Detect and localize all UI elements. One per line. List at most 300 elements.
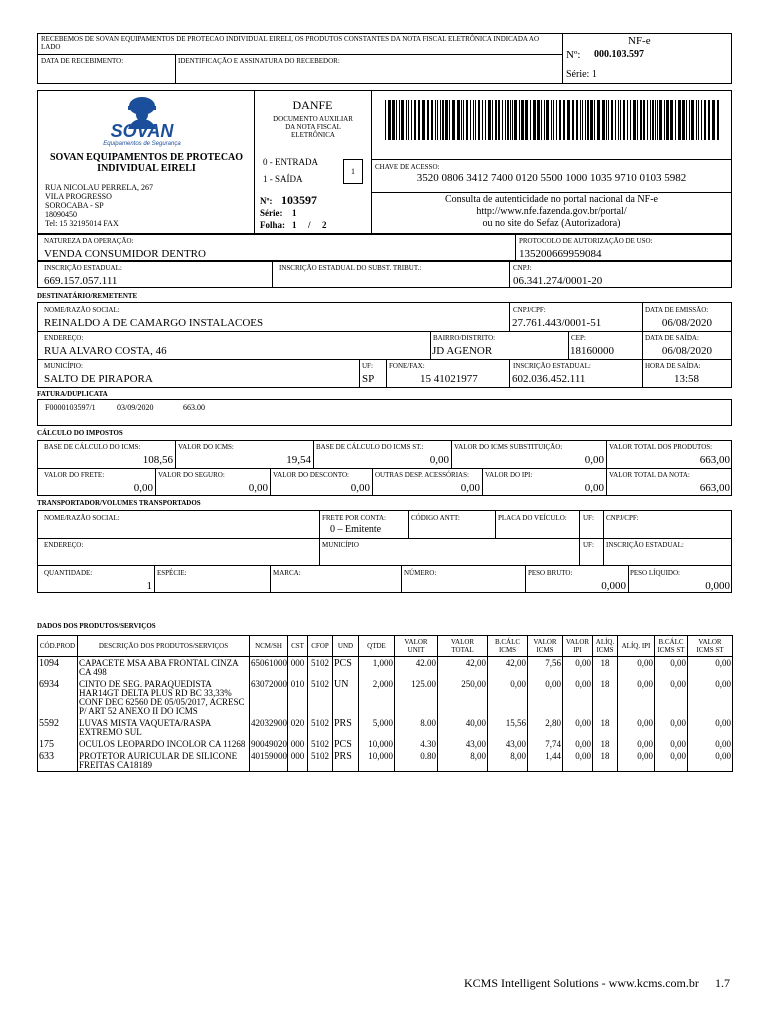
barcode-bar: [530, 100, 531, 140]
cell-code: 175: [38, 738, 78, 750]
barcode-image: [383, 100, 723, 140]
cnpj-label: CNPJ:: [513, 264, 532, 272]
barcode-bar: [682, 100, 685, 140]
ie-st-label: INSCRIÇÃO ESTADUAL DO SUBST. TRIBUT.:: [279, 264, 422, 272]
barcode-bar: [521, 100, 524, 140]
cell-cfop: 5102: [308, 678, 333, 717]
tax-label: BASE DE CÁLCULO DO ICMS ST.:: [316, 443, 424, 451]
tax-label: VALOR TOTAL DOS PRODUTOS:: [609, 443, 713, 451]
tax-label: VALOR DO FRETE:: [44, 471, 105, 479]
issuer-address-line: VILA PROGRESSO: [45, 192, 112, 201]
barcode-bar: [411, 100, 412, 140]
emission-date: 06/08/2020: [661, 317, 712, 329]
barcode-bar: [482, 100, 483, 140]
barcode-bar: [611, 100, 613, 140]
cell-ipi: 0,00: [563, 657, 593, 679]
products-header-row: [38, 636, 733, 657]
danfe-number: 103597: [281, 193, 317, 207]
barcode-bar: [546, 100, 549, 140]
tax-value: 663,00: [699, 482, 730, 494]
sovan-logo: [92, 95, 192, 151]
barcode-bar: [623, 100, 625, 140]
cell-icms: 7,74: [528, 738, 563, 750]
cell-code: 633: [38, 750, 78, 772]
danfe-series-label: Série:: [260, 208, 283, 218]
barcode-bar: [478, 100, 480, 140]
taxes-section-title: CÁLCULO DO IMPOSTOS: [37, 429, 123, 437]
recipient-name-label: NOME/RAZÃO SOCIAL:: [44, 306, 120, 314]
recipient-name: REINALDO A DE CAMARGO INSTALACOES: [44, 317, 264, 329]
cell-cst: 020: [288, 717, 308, 738]
barcode-bar: [717, 100, 719, 140]
danfe-page: 1: [292, 220, 297, 230]
cell-aliq-icms: 18: [593, 678, 618, 717]
access-key: 3520 0806 3412 7400 0120 5500 1000 1035 9710 0103 5982: [416, 172, 687, 184]
receipt-number-label: Nº:: [566, 49, 581, 61]
freight-label: FRETE POR CONTA:: [322, 514, 387, 522]
cell-ipi: 0,00: [563, 717, 593, 738]
barcode-bar: [559, 100, 561, 140]
cell-aliq-ipi: 0,00: [618, 678, 655, 717]
column-header: ALÍQ. ICMS: [593, 636, 618, 657]
cell-qty: 2,000: [359, 678, 395, 717]
cell-desc: PROTETOR AURICULAR DE SILICONE FREITAS CA18189: [78, 750, 250, 772]
cell-bc: 8,00: [488, 750, 528, 772]
cell-unit: 8.00: [395, 717, 438, 738]
carrier-ie-label: INSCRIÇÃO ESTADUAL:: [606, 541, 684, 549]
tax-value: 0,00: [429, 454, 449, 466]
cell-icms-st: 0,00: [688, 657, 733, 679]
city-value: SALTO DE PIRAPORA: [44, 373, 153, 385]
cell-icms: 1,44: [528, 750, 563, 772]
tax-label: VALOR DO DESCONTO:: [273, 471, 349, 479]
carrier-city-label: MUNICÍPIO: [322, 541, 359, 549]
receipt-statement: RECEBEMOS DE SOVAN EQUIPAMENTOS DE PROTECAO INDIVIDUAL EIRELI, OS PRODUTOS CONSTANTES DA NOTA FISCAL ELETRÔNICA INDICADA AO LADO: [41, 35, 540, 51]
barcode-bar: [470, 100, 471, 140]
cell-cfop: 5102: [308, 657, 333, 679]
barcode-bar: [637, 100, 638, 140]
receipt-signature-label: IDENTIFICAÇÃO E ASSINATURA DO RECEBEDOR:: [178, 57, 340, 65]
cell-ncm: 42032900: [250, 717, 288, 738]
cell-unit: 0.80: [395, 750, 438, 772]
barcode-bar: [392, 100, 395, 140]
cell-total: 42,00: [438, 657, 488, 679]
barcode-bar: [514, 100, 517, 140]
exit-date-label: DATA DE SAÍDA:: [645, 334, 699, 342]
barcode-bar: [466, 100, 468, 140]
cell-total: 40,00: [438, 717, 488, 738]
carrier-address-label: ENDEREÇO:: [44, 541, 84, 549]
cell-desc: OCULOS LEOPARDO INCOLOR CA 11268: [78, 738, 250, 750]
phone-label: FONE/FAX:: [389, 362, 425, 370]
issuer-address-line: Tel: 15 32195014 FAX: [45, 219, 119, 228]
net-weight-label: PESO LÍQUIDO:: [630, 569, 680, 577]
cell-cst: 000: [288, 750, 308, 772]
barcode-bar: [544, 100, 545, 140]
cell-unit: 42.00: [395, 657, 438, 679]
barcode-bar: [485, 100, 486, 140]
exit-date: 06/08/2020: [661, 345, 712, 357]
cell-cfop: 5102: [308, 717, 333, 738]
barcode-bar: [437, 100, 438, 140]
volume-number-label: NÚMERO:: [404, 569, 437, 577]
barcode-bar: [418, 100, 420, 140]
danfe-number-label: Nº:: [260, 196, 273, 206]
barcode-bar: [643, 100, 645, 140]
barcode-bar: [541, 100, 542, 140]
cell-icms-st: 0,00: [688, 738, 733, 750]
barcode-bar: [615, 100, 616, 140]
barcode-bar: [461, 100, 462, 140]
barcode-bar: [510, 100, 511, 140]
barcode-bar: [551, 100, 552, 140]
barcode-bar: [630, 100, 631, 140]
logo-tagline: Equipamentos de Segurança: [103, 141, 181, 147]
receipt-series: Série: 1: [566, 69, 597, 80]
recipient-address-label: ENDEREÇO:: [44, 334, 84, 342]
barcode-bar: [431, 100, 433, 140]
barcode-bar: [537, 100, 540, 140]
tax-value: 0,00: [248, 482, 268, 494]
barcode-bar: [701, 100, 702, 140]
cell-bc: 43,00: [488, 738, 528, 750]
protocol-label: PROTOCOLO DE AUTORIZAÇÃO DE USO:: [519, 237, 653, 245]
tax-value: 0,00: [584, 454, 604, 466]
tax-value: 0,00: [460, 482, 480, 494]
products-section-title: DADOS DOS PRODUTOS/SERVIÇOS: [37, 622, 156, 630]
cell-qty: 1,000: [359, 657, 395, 679]
barcode-bar: [401, 100, 404, 140]
barcode-bar: [492, 100, 493, 140]
barcode-bar: [597, 100, 600, 140]
footer-text[interactable]: KCMS Intelligent Solutions - www.kcms.com.br: [464, 976, 699, 990]
cell-desc: LUVAS MISTA VAQUETA/RASPA EXTREMO SUL: [78, 717, 250, 738]
tax-label: VALOR DO IPI:: [485, 471, 533, 479]
tax-value: 19,54: [286, 454, 311, 466]
column-header: B.CÁLC ICMS: [488, 636, 528, 657]
cell-cst: 010: [288, 678, 308, 717]
cell-bc-st: 0,00: [655, 657, 688, 679]
column-header: CST: [288, 636, 308, 657]
barcode-bar: [633, 100, 636, 140]
carrier-uf-label: UF:: [583, 514, 594, 522]
cell-und: PRS: [333, 750, 359, 772]
barcode-bar: [473, 100, 474, 140]
barcode-bar: [553, 100, 554, 140]
tax-value: 108,56: [142, 454, 173, 466]
barcode-bar: [556, 100, 557, 140]
logo-text: SOVAN: [110, 121, 174, 141]
recipient-cnpj: 27.761.443/0001-51: [512, 317, 602, 329]
danfe-pages: 2: [322, 220, 327, 230]
cell-cst: 000: [288, 738, 308, 750]
issuer-address-line: SOROCABA - SP: [45, 201, 104, 210]
column-header: VALOR IPI: [563, 636, 593, 657]
barcode-bar: [659, 100, 662, 140]
cell-bc-st: 0,00: [655, 678, 688, 717]
cell-qty: 5,000: [359, 717, 395, 738]
barcode-bar: [670, 100, 673, 140]
column-header: CFOP: [308, 636, 333, 657]
barcode-bar: [576, 100, 578, 140]
tax-label: OUTRAS DESP. ACESSÓRIAS:: [375, 471, 469, 479]
column-header: UND: [333, 636, 359, 657]
recipient-cnpj-label: CNPJ/CPF:: [513, 306, 546, 314]
brand-label: MARCA:: [273, 569, 301, 577]
cell-aliq-icms: 18: [593, 657, 618, 679]
recipient-section-title: DESTINATÁRIO/REMETENTE: [37, 292, 138, 300]
danfe-title: DANFE: [292, 98, 333, 112]
barcode-bar: [457, 100, 460, 140]
barcode-bar: [606, 100, 607, 140]
danfe-type-value: 1: [351, 167, 355, 176]
barcode-bar: [507, 100, 509, 140]
danfe-subtitle: DOCUMENTO AUXILIAR DA NOTA FISCAL ELETRÔNICA: [273, 115, 353, 139]
barcode-bar: [580, 100, 581, 140]
barcode-bar: [655, 100, 656, 140]
barcode-bar: [449, 100, 450, 140]
tax-label: VALOR DO ICMS SUBSTITUIÇÃO:: [454, 443, 563, 451]
net-weight-value: 0,000: [705, 580, 730, 592]
plate-label: PLACA DO VEÍCULO:: [498, 514, 567, 522]
barcode-bar: [495, 100, 497, 140]
table-row: [38, 738, 733, 750]
column-header: DESCRIÇÃO DOS PRODUTOS/SERVIÇOS: [78, 636, 250, 657]
barcode-bar: [442, 100, 444, 140]
cell-bc: 0,00: [488, 678, 528, 717]
cell-aliq-ipi: 0,00: [618, 750, 655, 772]
products-table: [37, 635, 733, 772]
barcode-bar: [704, 100, 706, 140]
barcode-bar: [572, 100, 574, 140]
barcode-bar: [712, 100, 715, 140]
barcode-bar: [698, 100, 699, 140]
barcode-bar: [502, 100, 503, 140]
barcode-bar: [427, 100, 429, 140]
cell-ncm: 40159000: [250, 750, 288, 772]
tax-value: 0,00: [350, 482, 370, 494]
barcode-bar: [585, 100, 586, 140]
receipt-number: 000.103.597: [594, 49, 644, 60]
barcode-bar: [525, 100, 528, 140]
issuer-address-line: 18090450: [45, 210, 77, 219]
cell-aliq-ipi: 0,00: [618, 717, 655, 738]
access-key-label: CHAVE DE ACESSO:: [375, 163, 440, 171]
tax-value: 0,00: [584, 482, 604, 494]
consult-line-2[interactable]: http://www.nfe.fazenda.gov.br/portal/: [476, 206, 627, 217]
tax-label: VALOR DO ICMS:: [178, 443, 234, 451]
column-header: NCM/SH: [250, 636, 288, 657]
transport-section-title: TRANSPORTADOR/VOLUMES TRANSPORTADOS: [37, 499, 201, 507]
district-label: BAIRRO/DISTRITO:: [433, 334, 496, 342]
species-label: ESPÉCIE:: [157, 569, 187, 577]
table-row: [38, 657, 733, 679]
cell-aliq-icms: 18: [593, 738, 618, 750]
cell-und: PRS: [333, 717, 359, 738]
column-header: VALOR TOTAL: [438, 636, 488, 657]
barcode-bar: [385, 100, 386, 140]
column-header: ALÍQ. IPI: [618, 636, 655, 657]
barcode-bar: [618, 100, 619, 140]
barcode-bar: [435, 100, 436, 140]
barcode-bar: [587, 100, 589, 140]
barcode-bar: [445, 100, 448, 140]
carrier-cnpj-label: CNPJ/CPF:: [606, 514, 639, 522]
barcode-bar: [563, 100, 565, 140]
cell-unit: 4.30: [395, 738, 438, 750]
invoice-amount: 663.00: [183, 403, 205, 412]
barcode-bar: [627, 100, 628, 140]
table-row: [38, 678, 733, 717]
cell-icms: 0,00: [528, 678, 563, 717]
district-value: JD AGENOR: [432, 345, 493, 357]
table-row: [38, 717, 733, 738]
consult-line-1: Consulta de autenticidade no portal nacional da NF-e: [445, 194, 658, 205]
table-row: [38, 750, 733, 772]
emission-label: DATA DE EMISSÃO:: [645, 306, 709, 314]
barcode-bar: [691, 100, 694, 140]
ie-label: INSCRIÇÃO ESTADUAL:: [44, 264, 122, 272]
cell-icms-st: 0,00: [688, 678, 733, 717]
cell-total: 250,00: [438, 678, 488, 717]
barcode-bar: [696, 100, 697, 140]
barcode-bar: [675, 100, 676, 140]
barcode-bar: [406, 100, 407, 140]
uf-label: UF:: [362, 362, 373, 370]
cep-value: 18160000: [570, 345, 614, 357]
cell-code: 6934: [38, 678, 78, 717]
nature-value: VENDA CONSUMIDOR DENTRO: [44, 248, 206, 260]
barcode-bar: [475, 100, 476, 140]
barcode-bar: [664, 100, 665, 140]
cell-bc-st: 0,00: [655, 717, 688, 738]
invoice-number: F0000103597/1: [45, 403, 96, 412]
column-header: VALOR ICMS: [528, 636, 563, 657]
barcode-bar: [590, 100, 593, 140]
column-header: B.CÁLC ICMS ST: [655, 636, 688, 657]
cell-aliq-ipi: 0,00: [618, 738, 655, 750]
column-header: VALOR UNIT: [395, 636, 438, 657]
cell-total: 8,00: [438, 750, 488, 772]
barcode-bar: [689, 100, 690, 140]
cnpj-value: 06.341.274/0001-20: [513, 275, 603, 287]
barcode-bar: [567, 100, 570, 140]
protocol-value: 135200669959084: [519, 248, 602, 260]
danfe-page-label: Folha:: [260, 220, 286, 230]
footer-version: 1.7: [715, 976, 730, 990]
tax-value: 663,00: [699, 454, 730, 466]
tax-label: BASE DE CÁLCULO DO ICMS:: [44, 443, 141, 451]
cell-ncm: 63072000: [250, 678, 288, 717]
cell-ipi: 0,00: [563, 750, 593, 772]
cell-ncm: 65061000: [250, 657, 288, 679]
freight-value: 0 – Emitente: [330, 524, 382, 535]
barcode-bar: [640, 100, 642, 140]
cell-code: 1094: [38, 657, 78, 679]
carrier-name-label: NOME/RAZÃO SOCIAL:: [44, 514, 120, 522]
tax-value: 0,00: [133, 482, 153, 494]
quantity-value: 1: [146, 580, 152, 592]
uf-value: SP: [362, 373, 375, 385]
cep-label: CEP:: [571, 334, 586, 342]
barcode-bar: [452, 100, 455, 140]
exit-time-label: HORA DE SAÍDA:: [645, 362, 701, 370]
gross-weight-value: 0,000: [601, 580, 626, 592]
consult-line-3: ou no site do Sefaz (Autorizadora): [482, 218, 621, 229]
barcode-bar: [498, 100, 500, 140]
cell-ipi: 0,00: [563, 738, 593, 750]
nature-label: NATUREZA DA OPERAÇÃO:: [44, 237, 134, 245]
cell-aliq-ipi: 0,00: [618, 657, 655, 679]
barcode-bar: [686, 100, 687, 140]
danfe-page-separator: /: [308, 220, 311, 230]
issuer-name: SOVAN EQUIPAMENTOS DE PROTECAO INDIVIDUAL EIRELI: [49, 152, 244, 174]
barcode-bar: [608, 100, 609, 140]
barcode-bar: [650, 100, 651, 140]
quantity-label: QUANTIDADE:: [44, 569, 93, 577]
cell-icms: 7,56: [528, 657, 563, 679]
column-header: CÓD.PROD: [38, 636, 78, 657]
danfe-entrada: 0 - ENTRADA: [263, 157, 318, 167]
cell-ncm: 90049020: [251, 739, 287, 749]
barcode-bar: [512, 100, 513, 140]
cell-bc-st: 0,00: [655, 750, 688, 772]
recipient-ie: 602.036.452.111: [512, 373, 586, 385]
cell-qty: 10,000: [359, 738, 395, 750]
barcode-bar: [388, 100, 391, 140]
barcode-bar: [422, 100, 425, 140]
tax-label: VALOR TOTAL DA NOTA:: [609, 471, 690, 479]
recipient-address: RUA ALVARO COSTA, 46: [44, 345, 167, 357]
barcode-bar: [647, 100, 648, 140]
cell-bc-st: 0,00: [655, 738, 688, 750]
column-header: VALOR ICMS ST: [688, 636, 733, 657]
cell-cst: 000: [288, 657, 308, 679]
cell-cfop: 5102: [308, 738, 333, 750]
gross-weight-label: PESO BRUTO:: [528, 569, 573, 577]
cell-aliq-icms: 18: [593, 717, 618, 738]
carrier-uf2-label: UF:: [583, 541, 594, 549]
barcode-bar: [652, 100, 654, 140]
barcode-bar: [399, 100, 400, 140]
barcode-bar: [414, 100, 416, 140]
cell-bc: 15,56: [488, 717, 528, 738]
phone-value: 15 41021977: [420, 373, 478, 385]
barcode-bar: [594, 100, 595, 140]
city-label: MUNICÍPIO:: [44, 362, 83, 370]
exit-time: 13:58: [673, 373, 699, 385]
barcode-bar: [440, 100, 441, 140]
cell-und: PCS: [333, 738, 359, 750]
danfe-series: 1: [292, 208, 297, 218]
danfe-saida: 1 - SAÍDA: [263, 174, 303, 184]
cell-total: 43,00: [438, 738, 488, 750]
cell-und: PCS: [333, 657, 359, 679]
cell-ipi: 0,00: [563, 678, 593, 717]
cell-qty: 10,000: [359, 750, 395, 772]
cell-icms-st: 0,00: [688, 717, 733, 738]
cell-desc: CINTO DE SEG. PARAQUEDISTA HAR14GT DELTA PLUS RD BC 33,33% CONF DEC 62560 DE 05/05/2017, ACRESC P/ ART 52 ANEXO II DO ICMS: [78, 678, 250, 717]
recipient-ie-label: INSCRIÇÃO ESTADUAL:: [513, 362, 591, 370]
cell-icms: 2,80: [528, 717, 563, 738]
receipt-date-label: DATA DE RECEBIMENTO:: [41, 57, 124, 65]
barcode-bar: [408, 100, 409, 140]
barcode-bar: [396, 100, 397, 140]
cell-bc: 42,00: [488, 657, 528, 679]
barcode-bar: [533, 100, 536, 140]
cell-icms-st: 0,00: [688, 750, 733, 772]
issuer-address: [45, 183, 153, 228]
